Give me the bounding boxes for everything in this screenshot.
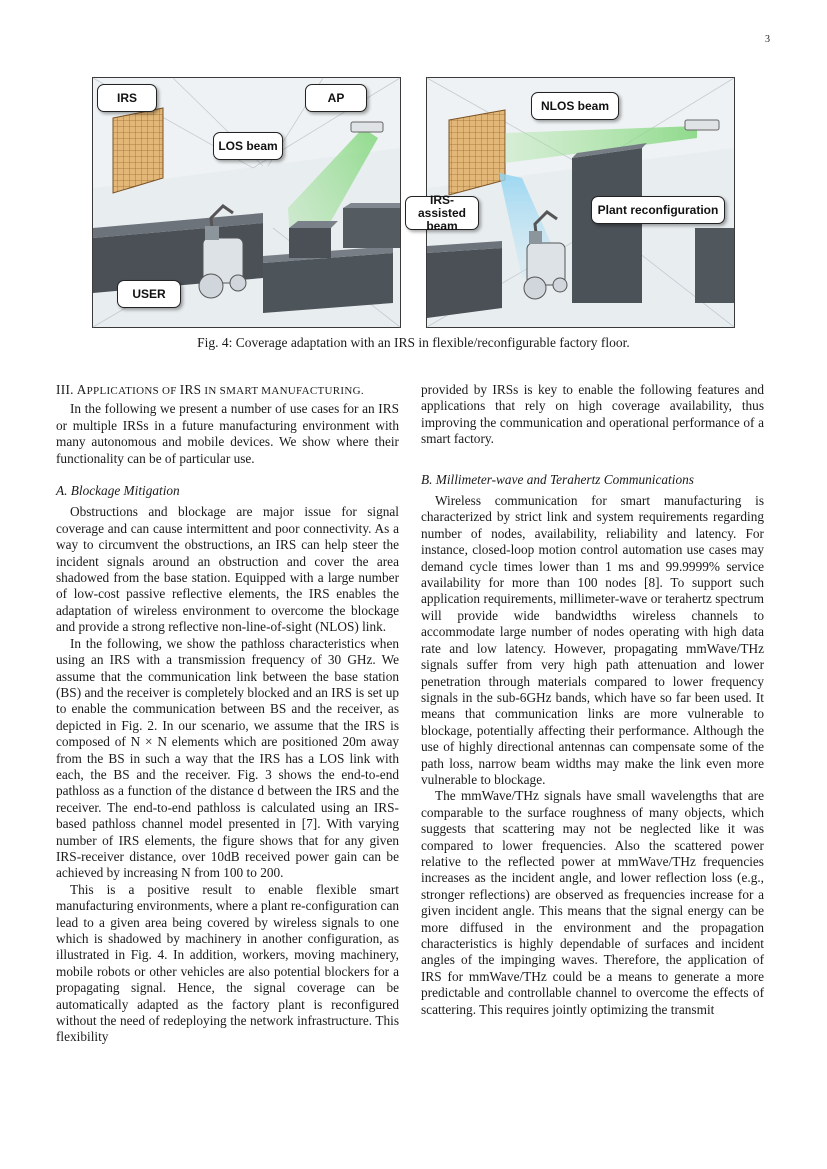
callout-ap: AP [305, 84, 367, 112]
page-number: 3 [765, 34, 770, 45]
paragraph-b1: Wireless communication for smart manufacturing is characterized by strict link and system requirements regarding number of nodes, availability, reliability and latency. For instance, closed-loop motion control automation use cases may demand cycle times lower than 1 ms and 99.9999% service availability for more than 100 nodes [8]. To support such application requirements, millimeter-wave or terahertz spectrum will provide wide bandwidths wireless channels to accommodate large number of nodes operating with high data rate and low latency. However, propagating mmWave/THz signals suffer from very high path attenuation and lower penetration through materials compared to lower frequency signals in the sub-6GHz bands, which have so far been used. It means that communication links are more vulnerable to blockage, potentially affecting their performance. Although the use of highly directional antennas can compensate some of the path loss, narrow beam widths may make the link even more vulnerable to blockage. [421, 493, 764, 787]
paragraph-b2: The mmWave/THz signals have small wavelengths that are comparable to the surface roughness of many objects, which suggests that scattering may not be neglected like it was compared to lower frequencies. Also the scattered power relative to the reflected power at mmWave/THz frequencies increases as the incident angle, and lower reflection loss (e.g., stronger reflections) are observed as frequencies increase for a given incident angle. This means that the signal energy can be more diffused in the environment and the propagation characteristics is highly dependable of surfaces and incident angles of the impinging waves. Therefore, the application of IRS for mmWave/THz could be a means to generate a more predictable and controllable channel to overcome the effects of scattering. This requires jointly optimizing the transmit [421, 788, 764, 1017]
callout-user: USER [117, 280, 181, 308]
section-title-rest-b: IN SMART MANUFACTURING. [201, 385, 364, 397]
subsection-heading-b: B. Millimeter-wave and Terahertz Communications [421, 471, 694, 487]
paragraph-intro: In the following we present a number of use cases for an IRS or multiple IRSs in a future manufacturing environment with many autonomous and mobile devices. We show where their functionality can be of particular use. [56, 401, 399, 466]
callout-los-beam: LOS beam [213, 132, 283, 160]
callout-nlos-beam: NLOS beam [531, 92, 619, 120]
section-title-cap-a: A [76, 382, 87, 397]
figure-caption: Fig. 4: Coverage adaptation with an IRS in flexible/reconfigurable factory floor. [197, 335, 630, 350]
section-heading [56, 382, 399, 399]
section-title-rest-a: PPLICATIONS OF [86, 385, 180, 397]
callout-irs-assisted-line1: IRS-assisted [417, 192, 467, 220]
subsection-heading-a: A. Blockage Mitigation [56, 483, 180, 499]
figure-panel-nlos [417, 77, 735, 328]
left-column [56, 382, 399, 1046]
callout-plant-reconfiguration: Plant reconfiguration [591, 196, 725, 224]
paragraph-a3: This is a positive result to enable flexible smart manufacturing environments, where a plant re-configuration can lead to a given area being covered by wireless signals to one which is shadowed by machinery in another configuration, as illustrated in Fig. 4. In addition, workers, moving machinery, mobile robots or other vehicles are also potential blockers for a propagating signal. Hence, the signal coverage can be automatically adapted as the factory plant is reconfigured without the need of redeploying the network infrastructure. This flexibility [56, 881, 399, 1045]
section-number: III. [56, 382, 74, 397]
callout-irs: IRS [97, 84, 157, 112]
right-column [421, 382, 764, 1018]
paragraph-a2: In the following, we show the pathloss characteristics when using an IRS with a transmission frequency of 30 GHz. We assume that the communication link between the base station (BS) and the receiver is completely blocked and an IRS is set up to enable the communication between BS and the receiver, as depicted in Fig. 2. In our scenario, we assume that the IRS is composed of N × N elements which are positioned 20m away from the BS in such a way that the IRS has a LOS link with each, the BS and the receiver. Fig. 3 shows the end-to-end pathloss as a function of the distance d between the IRS and the receiver. The end-to-end pathloss is calculated using an IRS-based pathloss channel model presented in [7]. With varying number of IRS elements, the figure shows that for any given IRS-receiver distance, over 10dB received power gain can be achieved by increasing N from 100 to 200. [56, 635, 399, 881]
paragraph-r0: provided by IRSs is key to enable the following features and applications that rely on high coverage availability, thus improving the communication and operational performance of a smart factory. [421, 382, 764, 447]
callout-irs-assisted-line2: beam [426, 218, 458, 233]
callout-irs-assisted-beam [405, 192, 479, 233]
paragraph-a1: Obstructions and blockage are major issue for signal coverage and can cause intermittent and poor connectivity. As a way to circumvent the obstructions, an IRS can help steer the incident signals around an obstruction and cover the area shadowed from the base station. Equipped with a large number of low-cost passive reflective elements, the IRS enables the adaptation of wireless environment to overcome the blockage and provide a strong reflective non-line-of-sight (NLOS) link. [56, 504, 399, 635]
figure-panel-los [92, 77, 401, 328]
figure-4 [92, 77, 742, 327]
section-title-irs: IRS [179, 382, 202, 397]
